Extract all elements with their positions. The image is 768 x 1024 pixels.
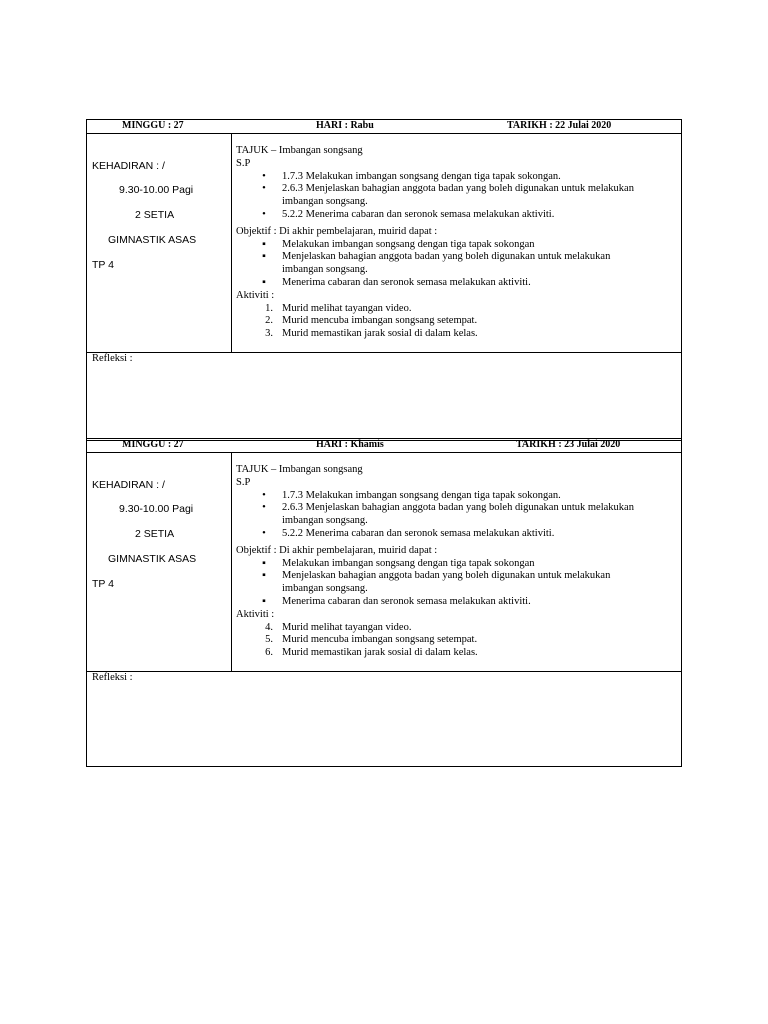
- kehadiran: KEHADIRAN : /: [92, 479, 165, 491]
- square-bullet-icon: ▪: [262, 557, 266, 569]
- lesson-plan-1: [86, 119, 682, 441]
- square-bullet-icon: ▪: [262, 238, 266, 250]
- lesson-plan-2: [86, 438, 682, 767]
- sp-item: • 2.6.3 Menjelaskan bahagian anggota badan yang boleh digunakan untuk melakukan: [236, 183, 676, 196]
- bullet-icon: •: [262, 489, 266, 501]
- refleksi-label: Refleksi :: [92, 672, 133, 683]
- objektif-item: ▪ Melakukan imbangan songsang dengan tiga tapak sokongan: [236, 558, 676, 571]
- hari-label: HARI : Rabu: [316, 120, 374, 131]
- kelas: 2 SETIA: [135, 528, 175, 540]
- sp-item: • 5.2.2 Menerima cabaran dan seronok semasa melakukan aktiviti.: [236, 528, 676, 541]
- masa: 9.30-10.00 Pagi: [119, 503, 194, 515]
- square-bullet-icon: ▪: [262, 595, 266, 607]
- subjek: GIMNASTIK ASAS: [108, 553, 197, 565]
- sp-label: S.P: [236, 476, 251, 488]
- plan-header: [87, 439, 681, 453]
- refleksi-box: [87, 353, 681, 440]
- hari-label: HARI : Khamis: [316, 439, 384, 450]
- bullet-icon: •: [262, 502, 266, 514]
- sp-item-continued: imbangan songsang.: [282, 196, 368, 208]
- masa: 9.30-10.00 Pagi: [119, 184, 194, 196]
- bullet-icon: •: [262, 527, 266, 539]
- plan-header: [87, 120, 681, 134]
- kelas: 2 SETIA: [135, 209, 175, 221]
- subjek: GIMNASTIK ASAS: [108, 234, 197, 246]
- plan-body: [87, 453, 681, 672]
- plan-info-column: [87, 453, 232, 671]
- tarikh-label: TARIKH : 23 Julai 2020: [516, 439, 621, 450]
- objektif-item: ▪ Menerima cabaran dan seronok semasa melakukan aktiviti.: [236, 596, 676, 609]
- sp-item: • 5.2.2 Menerima cabaran dan seronok semasa melakukan aktiviti.: [236, 209, 676, 222]
- square-bullet-icon: ▪: [262, 251, 266, 263]
- objektif-item: ▪ Menjelaskan bahagian anggota badan yang boleh digunakan untuk melakukan: [236, 251, 676, 264]
- sp-item: • 1.7.3 Melakukan imbangan songsang dengan tiga tapak sokongan.: [236, 490, 676, 503]
- objektif-item-continued: imbangan songsang.: [282, 264, 368, 276]
- objektif-item: ▪ Menjelaskan bahagian anggota badan yang boleh digunakan untuk melakukan: [236, 570, 676, 583]
- aktiviti-item: 4. Murid melihat tayangan video.: [265, 621, 412, 633]
- aktiviti-item: 2. Murid mencuba imbangan songsang setempat.: [265, 315, 478, 327]
- objektif-label: Objektif : Di akhir pembelajaran, muirid dapat :: [236, 544, 438, 556]
- minggu-label: MINGGU : 27: [122, 120, 184, 131]
- sp-item: • 2.6.3 Menjelaskan bahagian anggota badan yang boleh digunakan untuk melakukan: [236, 502, 676, 515]
- square-bullet-icon: ▪: [262, 276, 266, 288]
- tp-level: TP 4: [92, 259, 114, 271]
- tajuk: TAJUK – Imbangan songsang: [236, 145, 363, 156]
- aktiviti-item: 6. Murid memastikan jarak sosial di dalam kelas.: [265, 647, 478, 659]
- plan-body: [87, 134, 681, 353]
- aktiviti-item: 3. Murid memastikan jarak sosial di dalam kelas.: [265, 328, 478, 340]
- refleksi-box: [87, 672, 681, 766]
- sp-label: S.P: [236, 157, 251, 169]
- aktiviti-label: Aktiviti :: [236, 289, 275, 301]
- tajuk: TAJUK – Imbangan songsang: [236, 464, 363, 475]
- minggu-label: MINGGU : 27: [122, 439, 184, 450]
- objektif-item-continued: imbangan songsang.: [282, 583, 368, 595]
- refleksi-label: Refleksi :: [92, 353, 133, 364]
- kehadiran: KEHADIRAN : /: [92, 160, 165, 172]
- sp-item: • 1.7.3 Melakukan imbangan songsang dengan tiga tapak sokongan.: [236, 171, 676, 184]
- aktiviti-item: 5. Murid mencuba imbangan songsang setempat.: [265, 634, 478, 646]
- aktiviti-label: Aktiviti :: [236, 608, 275, 620]
- sp-item-continued: imbangan songsang.: [282, 515, 368, 527]
- plan-content-column: [236, 464, 676, 660]
- square-bullet-icon: ▪: [262, 570, 266, 582]
- plan-info-column: [87, 134, 232, 352]
- tp-level: TP 4: [92, 578, 114, 590]
- bullet-icon: •: [262, 208, 266, 220]
- bullet-icon: •: [262, 170, 266, 182]
- aktiviti-item: 1. Murid melihat tayangan video.: [265, 302, 412, 314]
- plan-content-column: [236, 145, 676, 341]
- objektif-label: Objektif : Di akhir pembelajaran, muirid dapat :: [236, 225, 438, 237]
- objektif-item: ▪ Menerima cabaran dan seronok semasa melakukan aktiviti.: [236, 277, 676, 290]
- objektif-item: ▪ Melakukan imbangan songsang dengan tiga tapak sokongan: [236, 239, 676, 252]
- tarikh-label: TARIKH : 22 Julai 2020: [507, 120, 612, 131]
- bullet-icon: •: [262, 183, 266, 195]
